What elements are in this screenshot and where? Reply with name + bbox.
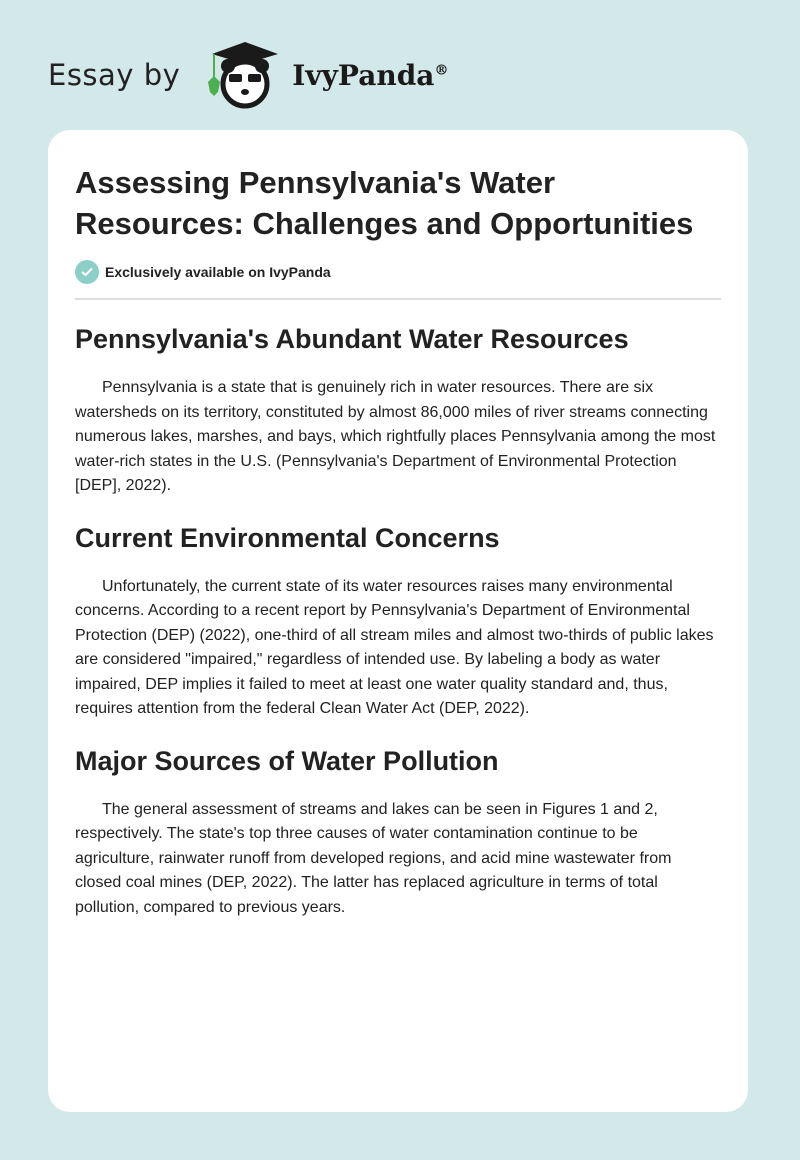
- exclusive-badge: [75, 260, 721, 284]
- section-paragraph: The general assessment of streams and lakes can be seen in Figures 1 and 2, respectively. The state's top three causes of water contamination continue to be agriculture, rainwater runoff from developed regions, and acid mine wastewater from closed coal mines (DEP, 2022). The latter has replaced agriculture in terms of total pollution, compared to previous years.: [75, 800, 672, 916]
- essay-by-label: Essay by: [48, 58, 181, 92]
- essay-card: [48, 130, 748, 1112]
- section-heading: Current Environmental Concerns: [75, 522, 500, 553]
- divider: [75, 298, 721, 300]
- check-icon: [75, 260, 99, 284]
- section-paragraph: Unfortunately, the current state of its water resources raises many environmental concerns. According to a recent report by Pennsylvania's Department of Environmental Protection (DEP) (2022), one-third of all stream miles and almost two-thirds of public lakes are considered "impaired," regardless of intended use. By labeling a body as water impaired, DEP implies it failed to meet at least one water quality standard and, thus, requires attention from the federal Clean Water Act (DEP, 2022).: [75, 577, 714, 717]
- site-header: [48, 40, 448, 110]
- brand-name[interactable]: IvyPanda®: [292, 58, 449, 92]
- section-heading: Pennsylvania's Abundant Water Resources: [75, 324, 629, 354]
- ivypanda-logo-icon[interactable]: [200, 40, 290, 110]
- section-paragraph: Pennsylvania is a state that is genuinely rich in water resources. There are six watersheds on its territory, constituted by almost 86,000 miles of river streams connecting numerous lakes, marshes, and bays, which rightfully places Pennsylvania among the most water-rich states in the U.S. (Pennsylvania's Department of Environmental Protection [DEP], 2022).: [75, 379, 716, 494]
- section-heading: Major Sources of Water Pollution: [75, 745, 499, 776]
- badge-label: Exclusively available on IvyPanda: [105, 264, 331, 280]
- essay-title: Assessing Pennsylvania's Water Resources: Challenges and Opportunities: [75, 165, 694, 241]
